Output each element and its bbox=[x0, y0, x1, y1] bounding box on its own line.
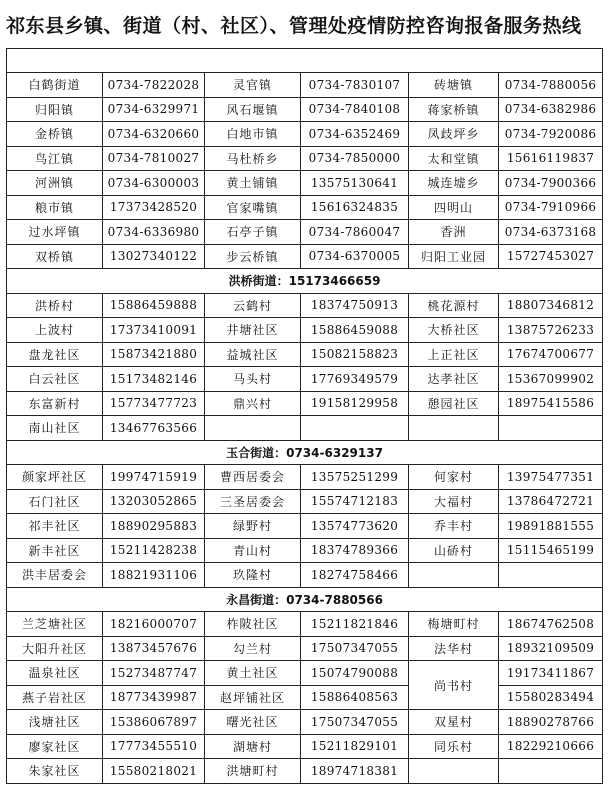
phone-cell: 13873457676 bbox=[103, 636, 205, 661]
phone-cell: 18890295883 bbox=[103, 514, 205, 539]
phone-cell bbox=[499, 759, 603, 784]
place-name-cell: 马头村 bbox=[205, 367, 301, 392]
phone-cell: 19173411867 bbox=[499, 661, 603, 686]
place-name-cell: 金桥镇 bbox=[7, 122, 103, 147]
place-name-cell: 湖塘村 bbox=[205, 734, 301, 759]
phone-cell: 13027340122 bbox=[103, 244, 205, 269]
phone-cell: 13575130641 bbox=[301, 171, 409, 196]
place-name-cell: 同乐村 bbox=[409, 734, 499, 759]
phone-cell: 0734-7920086 bbox=[499, 122, 603, 147]
phone-cell: 17373428520 bbox=[103, 195, 205, 220]
place-name-cell: 柞陂社区 bbox=[205, 612, 301, 637]
place-name-cell: 双星村 bbox=[409, 710, 499, 735]
place-name-cell: 黄土铺镇 bbox=[205, 171, 301, 196]
table-row bbox=[7, 563, 603, 588]
place-name-cell: 河洲镇 bbox=[7, 171, 103, 196]
phone-cell: 15115465199 bbox=[499, 538, 603, 563]
place-name-cell bbox=[409, 416, 499, 441]
table-row bbox=[7, 416, 603, 441]
place-name-cell: 上正社区 bbox=[409, 342, 499, 367]
table-row bbox=[7, 97, 603, 122]
place-name-cell: 步云桥镇 bbox=[205, 244, 301, 269]
phone-cell: 0734-7810027 bbox=[103, 146, 205, 171]
place-name-cell: 益城社区 bbox=[205, 342, 301, 367]
table-row bbox=[7, 244, 603, 269]
phone-cell: 17769349579 bbox=[301, 367, 409, 392]
place-name-cell: 山硚村 bbox=[409, 538, 499, 563]
section-header-row bbox=[7, 440, 603, 465]
phone-cell: 0734-6373168 bbox=[499, 220, 603, 245]
table-row bbox=[7, 146, 603, 171]
phone-cell bbox=[301, 416, 409, 441]
phone-cell: 15386067897 bbox=[103, 710, 205, 735]
phone-cell: 18975415586 bbox=[499, 391, 603, 416]
place-name-cell: 南山社区 bbox=[7, 416, 103, 441]
table-row bbox=[7, 367, 603, 392]
phone-cell: 0734-6352469 bbox=[301, 122, 409, 147]
table-row bbox=[7, 636, 603, 661]
place-name-cell: 东富新村 bbox=[7, 391, 103, 416]
phone-cell: 13575251299 bbox=[301, 465, 409, 490]
blank-row bbox=[7, 49, 603, 73]
table-row bbox=[7, 318, 603, 343]
phone-cell: 13467763566 bbox=[103, 416, 205, 441]
phone-cell: 13786472721 bbox=[499, 489, 603, 514]
place-name-cell bbox=[205, 416, 301, 441]
section-header-row bbox=[7, 269, 603, 294]
place-name-cell: 太和堂镇 bbox=[409, 146, 499, 171]
phone-cell: 0734-7822028 bbox=[103, 73, 205, 98]
table-row bbox=[7, 612, 603, 637]
place-name-cell: 憩园社区 bbox=[409, 391, 499, 416]
yuhe-street-header: 玉合街道：0734-6329137 bbox=[7, 440, 603, 465]
phone-cell: 15273487747 bbox=[103, 661, 205, 686]
place-name-cell: 石亭子镇 bbox=[205, 220, 301, 245]
phone-cell: 17373410091 bbox=[103, 318, 205, 343]
hotline-table bbox=[6, 48, 603, 784]
place-name-cell: 大福村 bbox=[409, 489, 499, 514]
phone-cell: 15580283494 bbox=[499, 685, 603, 710]
phone-cell: 19891881555 bbox=[499, 514, 603, 539]
phone-cell: 15773477723 bbox=[103, 391, 205, 416]
phone-cell: 15211428238 bbox=[103, 538, 205, 563]
place-name-cell: 大桥社区 bbox=[409, 318, 499, 343]
phone-cell: 15616324835 bbox=[301, 195, 409, 220]
place-name-cell: 乔丰村 bbox=[409, 514, 499, 539]
phone-cell: 0734-7830107 bbox=[301, 73, 409, 98]
place-name-cell: 凤歧坪乡 bbox=[409, 122, 499, 147]
phone-cell: 0734-7900366 bbox=[499, 171, 603, 196]
place-name-cell: 灵官镇 bbox=[205, 73, 301, 98]
phone-cell: 18674762508 bbox=[499, 612, 603, 637]
table-row bbox=[7, 759, 603, 784]
table-row bbox=[7, 538, 603, 563]
phone-cell: 18821931106 bbox=[103, 563, 205, 588]
phone-cell: 15616119837 bbox=[499, 146, 603, 171]
place-name-cell: 城连墟乡 bbox=[409, 171, 499, 196]
place-name-cell: 白地市镇 bbox=[205, 122, 301, 147]
table-row bbox=[7, 195, 603, 220]
place-name-cell: 尚书村 bbox=[409, 661, 499, 710]
table-row bbox=[7, 489, 603, 514]
place-name-cell: 洪塘町村 bbox=[205, 759, 301, 784]
place-name-cell: 石门社区 bbox=[7, 489, 103, 514]
place-name-cell: 鸟江镇 bbox=[7, 146, 103, 171]
phone-cell: 18773439987 bbox=[103, 685, 205, 710]
phone-cell: 18229210666 bbox=[499, 734, 603, 759]
place-name-cell: 曹西居委会 bbox=[205, 465, 301, 490]
place-name-cell: 新丰社区 bbox=[7, 538, 103, 563]
table-row bbox=[7, 685, 603, 710]
place-name-cell: 洪桥村 bbox=[7, 293, 103, 318]
phone-cell: 0734-7850000 bbox=[301, 146, 409, 171]
table-row bbox=[7, 391, 603, 416]
table-row bbox=[7, 122, 603, 147]
place-name-cell: 桃花源村 bbox=[409, 293, 499, 318]
phone-cell: 0734-6300003 bbox=[103, 171, 205, 196]
place-name-cell: 粮市镇 bbox=[7, 195, 103, 220]
table-row bbox=[7, 465, 603, 490]
place-name-cell: 曙光社区 bbox=[205, 710, 301, 735]
phone-cell: 15886459888 bbox=[103, 293, 205, 318]
phone-cell: 18374789366 bbox=[301, 538, 409, 563]
place-name-cell: 云鹤村 bbox=[205, 293, 301, 318]
phone-cell: 17507347055 bbox=[301, 636, 409, 661]
phone-cell: 13574773620 bbox=[301, 514, 409, 539]
table-row bbox=[7, 73, 603, 98]
phone-cell: 0734-6370005 bbox=[301, 244, 409, 269]
place-name-cell: 法华村 bbox=[409, 636, 499, 661]
phone-cell: 15074790088 bbox=[301, 661, 409, 686]
place-name-cell: 官家嘴镇 bbox=[205, 195, 301, 220]
phone-cell: 15211829101 bbox=[301, 734, 409, 759]
yongchang-street-header: 永昌街道：0734-7880566 bbox=[7, 587, 603, 612]
place-name-cell: 风石堰镇 bbox=[205, 97, 301, 122]
phone-cell: 18807346812 bbox=[499, 293, 603, 318]
table-row bbox=[7, 514, 603, 539]
phone-cell: 13203052865 bbox=[103, 489, 205, 514]
place-name-cell: 青山村 bbox=[205, 538, 301, 563]
phone-cell: 19158129958 bbox=[301, 391, 409, 416]
place-name-cell: 兰芝塘社区 bbox=[7, 612, 103, 637]
phone-cell: 15367099902 bbox=[499, 367, 603, 392]
place-name-cell: 盘龙社区 bbox=[7, 342, 103, 367]
place-name-cell: 双桥镇 bbox=[7, 244, 103, 269]
phone-cell: 15082158823 bbox=[301, 342, 409, 367]
phone-cell: 15574712183 bbox=[301, 489, 409, 514]
place-name-cell: 蒋家桥镇 bbox=[409, 97, 499, 122]
phone-cell: 0734-7880056 bbox=[499, 73, 603, 98]
phone-cell: 18374750913 bbox=[301, 293, 409, 318]
place-name-cell: 马杜桥乡 bbox=[205, 146, 301, 171]
phone-cell: 18932109509 bbox=[499, 636, 603, 661]
phone-cell: 18974718381 bbox=[301, 759, 409, 784]
phone-cell: 15727453027 bbox=[499, 244, 603, 269]
place-name-cell: 廖家社区 bbox=[7, 734, 103, 759]
place-name-cell: 何家村 bbox=[409, 465, 499, 490]
place-name-cell: 朱家社区 bbox=[7, 759, 103, 784]
phone-cell: 0734-6320660 bbox=[103, 122, 205, 147]
table-row bbox=[7, 661, 603, 686]
phone-cell: 15886459088 bbox=[301, 318, 409, 343]
place-name-cell: 鼎兴村 bbox=[205, 391, 301, 416]
place-name-cell: 大阳升社区 bbox=[7, 636, 103, 661]
phone-cell: 0734-6336980 bbox=[103, 220, 205, 245]
phone-cell: 18274758466 bbox=[301, 563, 409, 588]
phone-cell: 0734-7910966 bbox=[499, 195, 603, 220]
place-name-cell: 白鹤街道 bbox=[7, 73, 103, 98]
place-name-cell: 归阳镇 bbox=[7, 97, 103, 122]
page-title: 祁东县乡镇、街道（村、社区）、管理处疫情防控咨询报备服务热线 bbox=[6, 15, 582, 37]
phone-cell bbox=[499, 416, 603, 441]
phone-cell: 15873421880 bbox=[103, 342, 205, 367]
phone-cell bbox=[499, 563, 603, 588]
place-name-cell: 过水坪镇 bbox=[7, 220, 103, 245]
place-name-cell: 燕子岩社区 bbox=[7, 685, 103, 710]
table-row bbox=[7, 710, 603, 735]
phone-cell: 0734-7860047 bbox=[301, 220, 409, 245]
table-row bbox=[7, 342, 603, 367]
place-name-cell: 达孝社区 bbox=[409, 367, 499, 392]
phone-cell: 15580218021 bbox=[103, 759, 205, 784]
phone-cell: 15886408563 bbox=[301, 685, 409, 710]
place-name-cell: 上波村 bbox=[7, 318, 103, 343]
section-header-row bbox=[7, 587, 603, 612]
place-name-cell: 玖隆村 bbox=[205, 563, 301, 588]
table-row bbox=[7, 171, 603, 196]
place-name-cell: 赵坪铺社区 bbox=[205, 685, 301, 710]
phone-cell: 19974715919 bbox=[103, 465, 205, 490]
phone-cell: 15211821846 bbox=[301, 612, 409, 637]
phone-cell: 17507347055 bbox=[301, 710, 409, 735]
phone-cell: 17773455510 bbox=[103, 734, 205, 759]
hongqiao-street-header: 洪桥街道：15173466659 bbox=[7, 269, 603, 294]
place-name-cell: 洪丰居委会 bbox=[7, 563, 103, 588]
blank-cell bbox=[7, 49, 603, 73]
place-name-cell: 祁丰社区 bbox=[7, 514, 103, 539]
place-name-cell: 香洲 bbox=[409, 220, 499, 245]
phone-cell: 18890278766 bbox=[499, 710, 603, 735]
place-name-cell: 砖塘镇 bbox=[409, 73, 499, 98]
place-name-cell: 井塘社区 bbox=[205, 318, 301, 343]
phone-cell: 13975477351 bbox=[499, 465, 603, 490]
phone-cell: 18216000707 bbox=[103, 612, 205, 637]
place-name-cell: 浅塘社区 bbox=[7, 710, 103, 735]
place-name-cell: 温泉社区 bbox=[7, 661, 103, 686]
table-row bbox=[7, 734, 603, 759]
phone-cell: 0734-6382986 bbox=[499, 97, 603, 122]
place-name-cell: 梅塘町村 bbox=[409, 612, 499, 637]
table-row bbox=[7, 220, 603, 245]
phone-cell: 0734-7840108 bbox=[301, 97, 409, 122]
place-name-cell: 白云社区 bbox=[7, 367, 103, 392]
place-name-cell: 黄土社区 bbox=[205, 661, 301, 686]
place-name-cell: 绿野村 bbox=[205, 514, 301, 539]
place-name-cell bbox=[409, 563, 499, 588]
place-name-cell: 归阳工业园 bbox=[409, 244, 499, 269]
place-name-cell bbox=[409, 759, 499, 784]
place-name-cell: 勾兰村 bbox=[205, 636, 301, 661]
phone-cell: 13875726233 bbox=[499, 318, 603, 343]
place-name-cell: 三圣居委会 bbox=[205, 489, 301, 514]
place-name-cell: 颜家坪社区 bbox=[7, 465, 103, 490]
phone-cell: 17674700677 bbox=[499, 342, 603, 367]
place-name-cell: 四明山 bbox=[409, 195, 499, 220]
phone-cell: 15173482146 bbox=[103, 367, 205, 392]
phone-cell: 0734-6329971 bbox=[103, 97, 205, 122]
table-row bbox=[7, 293, 603, 318]
